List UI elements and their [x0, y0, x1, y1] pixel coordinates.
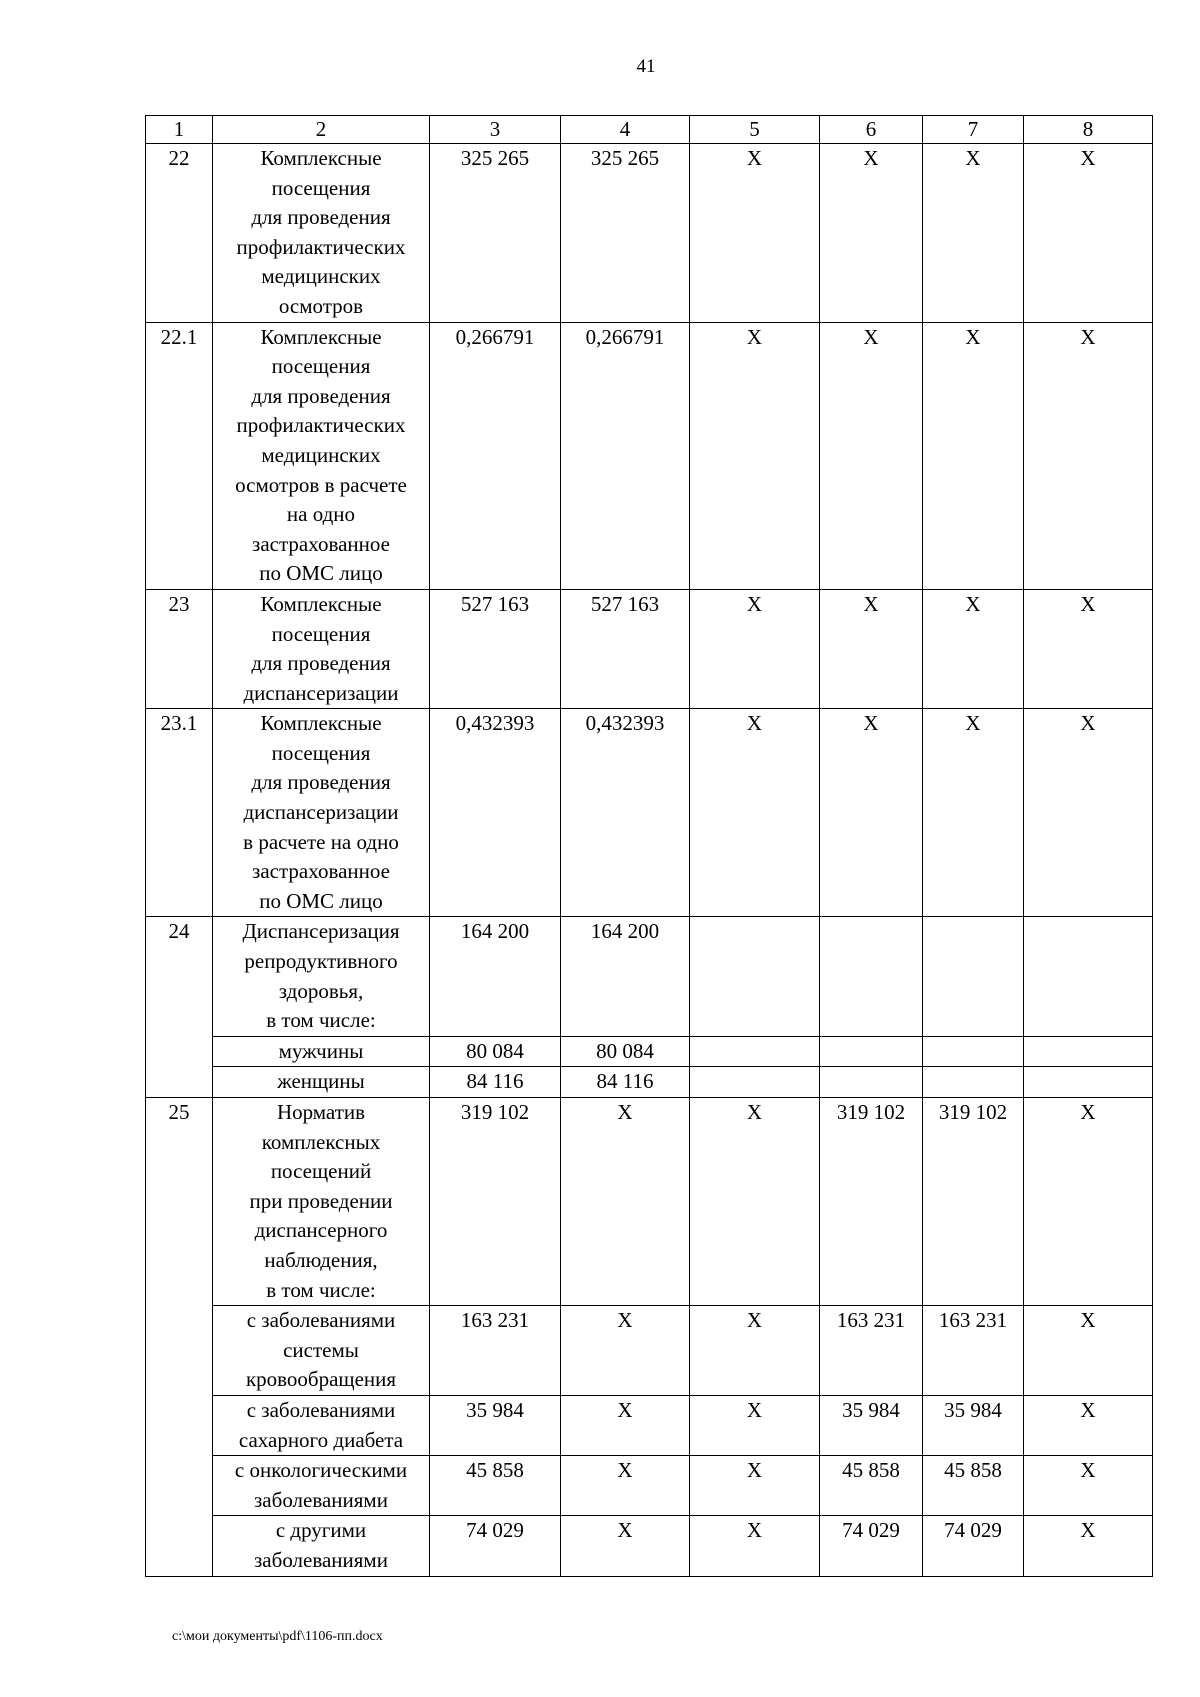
cell-value: Х: [820, 322, 923, 589]
cell-value: Х: [561, 1456, 690, 1516]
column-header: 2: [213, 116, 430, 144]
cell-value: 45 858: [923, 1456, 1024, 1516]
cell-value: 163 231: [430, 1306, 561, 1396]
cell-value: Х: [561, 1306, 690, 1396]
cell-value: Х: [1024, 322, 1153, 589]
row-label: женщины: [213, 1067, 430, 1098]
cell-value: [923, 1067, 1024, 1098]
cell-value: Х: [820, 589, 923, 708]
row-label: Комплексные посещения для проведения диспансеризации: [213, 589, 430, 708]
column-header: 7: [923, 116, 1024, 144]
table-row: [146, 144, 1153, 323]
cell-value: 74 029: [923, 1516, 1024, 1576]
row-number: 22: [146, 144, 213, 323]
cell-value: [923, 917, 1024, 1036]
row-label: Комплексные посещения для проведения профилактических медицинских осмотров: [213, 144, 430, 323]
cell-value: 527 163: [430, 589, 561, 708]
row-label: с онкологическими заболеваниями: [213, 1456, 430, 1516]
cell-value: 80 084: [561, 1036, 690, 1067]
cell-value: 163 231: [923, 1306, 1024, 1396]
cell-value: Х: [690, 1098, 820, 1306]
table-row: [146, 917, 1153, 1036]
table-subrow: [146, 1516, 1153, 1576]
cell-value: Х: [561, 1516, 690, 1576]
cell-value: [820, 917, 923, 1036]
cell-value: 45 858: [430, 1456, 561, 1516]
page-number: 41: [636, 56, 656, 77]
cell-value: 325 265: [430, 144, 561, 323]
cell-value: 319 102: [820, 1098, 923, 1306]
table-subrow: [146, 1067, 1153, 1098]
cell-value: 0,432393: [430, 709, 561, 917]
cell-value: Х: [1024, 589, 1153, 708]
cell-value: Х: [690, 322, 820, 589]
table-row: [146, 589, 1153, 708]
column-header: 5: [690, 116, 820, 144]
row-number: 23: [146, 589, 213, 708]
table-row: [146, 1098, 1153, 1306]
cell-value: 84 116: [430, 1067, 561, 1098]
cell-value: 80 084: [430, 1036, 561, 1067]
cell-value: [1024, 1067, 1153, 1098]
data-table: [145, 115, 1153, 1577]
cell-value: Х: [923, 322, 1024, 589]
table-row: [146, 322, 1153, 589]
row-number: 25: [146, 1098, 213, 1577]
table-subrow: [146, 1306, 1153, 1396]
header-row: [146, 116, 1153, 144]
row-number: 22.1: [146, 322, 213, 589]
column-header: 4: [561, 116, 690, 144]
cell-value: Х: [690, 589, 820, 708]
cell-value: 35 984: [923, 1395, 1024, 1455]
row-label: с другими заболеваниями: [213, 1516, 430, 1576]
cell-value: 164 200: [561, 917, 690, 1036]
row-label: с заболеваниями системы кровообращения: [213, 1306, 430, 1396]
cell-value: Х: [690, 1516, 820, 1576]
row-label: мужчины: [213, 1036, 430, 1067]
cell-value: Х: [561, 1395, 690, 1455]
cell-value: 164 200: [430, 917, 561, 1036]
table-subrow: [146, 1456, 1153, 1516]
row-label: Норматив комплексных посещений при проведении диспансерного наблюдения, в том числе:: [213, 1098, 430, 1306]
column-header: 1: [146, 116, 213, 144]
cell-value: 35 984: [820, 1395, 923, 1455]
cell-value: Х: [923, 144, 1024, 323]
cell-value: [690, 1067, 820, 1098]
table-row: [146, 709, 1153, 917]
cell-value: Х: [690, 1395, 820, 1455]
cell-value: Х: [1024, 1098, 1153, 1306]
row-number: 24: [146, 917, 213, 1098]
cell-value: Х: [1024, 1456, 1153, 1516]
cell-value: 84 116: [561, 1067, 690, 1098]
cell-value: 0,266791: [561, 322, 690, 589]
row-label: Диспансеризация репродуктивного здоровья, в том числе:: [213, 917, 430, 1036]
cell-value: 0,266791: [430, 322, 561, 589]
cell-value: Х: [1024, 1306, 1153, 1396]
cell-value: Х: [690, 1306, 820, 1396]
cell-value: Х: [1024, 1395, 1153, 1455]
table-subrow: [146, 1036, 1153, 1067]
row-label: с заболеваниями сахарного диабета: [213, 1395, 430, 1455]
cell-value: 0,432393: [561, 709, 690, 917]
cell-value: Х: [690, 144, 820, 323]
row-number: 23.1: [146, 709, 213, 917]
cell-value: Х: [690, 709, 820, 917]
column-header: 3: [430, 116, 561, 144]
cell-value: 74 029: [820, 1516, 923, 1576]
cell-value: [690, 917, 820, 1036]
cell-value: 74 029: [430, 1516, 561, 1576]
column-header: 6: [820, 116, 923, 144]
cell-value: Х: [820, 709, 923, 917]
row-label: Комплексные посещения для проведения диспансеризации в расчете на одно застрахованное по ОМС лицо: [213, 709, 430, 917]
cell-value: 45 858: [820, 1456, 923, 1516]
table-subrow: [146, 1395, 1153, 1455]
cell-value: Х: [1024, 144, 1153, 323]
cell-value: Х: [561, 1098, 690, 1306]
cell-value: 527 163: [561, 589, 690, 708]
cell-value: [690, 1036, 820, 1067]
row-label: Комплексные посещения для проведения профилактических медицинских осмотров в расчете на одно застрахованное по ОМС лицо: [213, 322, 430, 589]
cell-value: Х: [923, 709, 1024, 917]
cell-value: [1024, 917, 1153, 1036]
cell-value: Х: [1024, 709, 1153, 917]
cell-value: 325 265: [561, 144, 690, 323]
cell-value: Х: [923, 589, 1024, 708]
cell-value: Х: [1024, 1516, 1153, 1576]
cell-value: Х: [820, 144, 923, 323]
cell-value: Х: [690, 1456, 820, 1516]
footer-file-path: c:\мои документы\pdf\1106-пп.docx: [172, 1629, 383, 1644]
column-header: 8: [1024, 116, 1153, 144]
cell-value: [1024, 1036, 1153, 1067]
cell-value: [820, 1067, 923, 1098]
cell-value: [820, 1036, 923, 1067]
cell-value: [923, 1036, 1024, 1067]
cell-value: 319 102: [430, 1098, 561, 1306]
cell-value: 35 984: [430, 1395, 561, 1455]
cell-value: 319 102: [923, 1098, 1024, 1306]
cell-value: 163 231: [820, 1306, 923, 1396]
